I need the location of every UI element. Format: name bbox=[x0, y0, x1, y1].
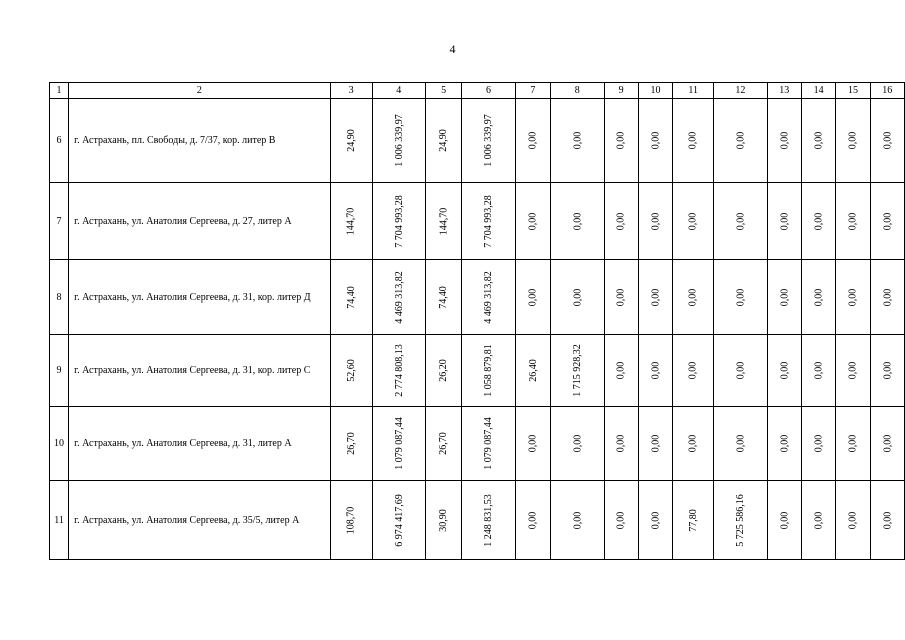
page-number: 4 bbox=[449, 42, 456, 56]
cell-value: 0,00 bbox=[615, 361, 627, 380]
value-cell bbox=[330, 99, 372, 183]
value-cell bbox=[551, 99, 605, 183]
cell-value: 0,00 bbox=[881, 511, 893, 529]
cell-value: 0,00 bbox=[650, 288, 661, 306]
cell-value: 0,00 bbox=[571, 511, 583, 529]
value-cell bbox=[673, 99, 714, 183]
cell-value: 0,00 bbox=[687, 361, 699, 380]
value-cell bbox=[714, 481, 768, 560]
value-cell bbox=[673, 335, 714, 407]
value-cell bbox=[372, 183, 426, 260]
value-cell bbox=[330, 407, 372, 481]
row-number: 6 bbox=[50, 99, 69, 183]
value-cell bbox=[551, 183, 605, 260]
value-cell bbox=[870, 183, 904, 260]
column-header: 3 bbox=[330, 83, 372, 99]
value-cell bbox=[330, 260, 372, 335]
cell-value: 26,70 bbox=[345, 432, 357, 455]
value-cell bbox=[801, 183, 835, 260]
value-cell bbox=[515, 481, 550, 560]
value-cell bbox=[372, 260, 426, 335]
column-header: 1 bbox=[50, 83, 69, 99]
value-cell bbox=[767, 183, 801, 260]
table-row bbox=[50, 99, 905, 183]
cell-value: 0,00 bbox=[813, 212, 825, 230]
column-header: 7 bbox=[515, 83, 550, 99]
column-header: 13 bbox=[767, 83, 801, 99]
cell-value: 0,00 bbox=[881, 361, 893, 380]
value-cell bbox=[462, 335, 516, 407]
cell-value: 0,00 bbox=[813, 131, 825, 150]
cell-value: 0,00 bbox=[813, 511, 825, 529]
column-header: 2 bbox=[69, 83, 331, 99]
column-header: 15 bbox=[836, 83, 870, 99]
value-cell bbox=[836, 335, 870, 407]
cell-value: 1 006 339,97 bbox=[483, 114, 494, 167]
value-cell bbox=[870, 407, 904, 481]
value-cell bbox=[372, 335, 426, 407]
cell-value: 7 704 993,28 bbox=[393, 194, 405, 248]
cell-value: 4 469 313,82 bbox=[483, 270, 494, 324]
cell-value: 0,00 bbox=[734, 434, 746, 453]
cell-value: 2 774 808,13 bbox=[393, 344, 405, 397]
value-cell bbox=[330, 335, 372, 407]
value-cell bbox=[604, 481, 638, 560]
column-header: 14 bbox=[801, 83, 835, 99]
value-cell bbox=[551, 407, 605, 481]
address-cell: г. Астрахань, ул. Анатолия Сергеева, д. 31, кор. литер Д bbox=[69, 260, 331, 335]
value-cell bbox=[426, 260, 462, 335]
value-cell bbox=[836, 481, 870, 560]
cell-value: 0,00 bbox=[734, 131, 746, 150]
table-row bbox=[50, 407, 905, 481]
cell-value: 0,00 bbox=[734, 212, 746, 230]
value-cell bbox=[551, 335, 605, 407]
value-cell bbox=[714, 260, 768, 335]
value-cell bbox=[836, 183, 870, 260]
cell-value: 74,40 bbox=[438, 285, 450, 309]
value-cell bbox=[515, 260, 550, 335]
cell-value: 0,00 bbox=[881, 434, 893, 453]
cell-value: 0,00 bbox=[881, 212, 893, 230]
header-row bbox=[50, 83, 905, 99]
cell-value: 5 725 586,16 bbox=[734, 493, 746, 547]
cell-value: 0,00 bbox=[778, 288, 790, 306]
cell-value: 0,00 bbox=[847, 288, 859, 306]
cell-value: 0,00 bbox=[527, 212, 539, 230]
value-cell bbox=[673, 481, 714, 560]
cell-value: 0,00 bbox=[847, 511, 859, 529]
table-row bbox=[50, 260, 905, 335]
value-cell bbox=[515, 335, 550, 407]
cell-value: 0,00 bbox=[650, 434, 661, 453]
cell-value: 0,00 bbox=[615, 511, 627, 529]
cell-value: 0,00 bbox=[650, 361, 661, 380]
cell-value: 4 469 313,82 bbox=[393, 270, 405, 324]
row-number: 11 bbox=[50, 481, 69, 560]
cell-value: 6 974 417,69 bbox=[393, 493, 405, 547]
value-cell bbox=[462, 260, 516, 335]
cell-value: 0,00 bbox=[687, 212, 699, 230]
cell-value: 1 079 087,44 bbox=[393, 417, 405, 470]
value-cell bbox=[426, 183, 462, 260]
cell-value: 0,00 bbox=[571, 212, 583, 230]
table-row bbox=[50, 481, 905, 560]
column-header: 10 bbox=[638, 83, 672, 99]
value-cell bbox=[462, 407, 516, 481]
value-cell bbox=[330, 183, 372, 260]
table-row bbox=[50, 183, 905, 260]
value-cell bbox=[714, 407, 768, 481]
value-cell bbox=[515, 183, 550, 260]
row-number: 8 bbox=[50, 260, 69, 335]
value-cell bbox=[870, 481, 904, 560]
value-cell bbox=[767, 481, 801, 560]
cell-value: 0,00 bbox=[527, 131, 539, 150]
cell-value: 24,90 bbox=[345, 129, 357, 152]
cell-value: 0,00 bbox=[778, 511, 790, 529]
value-cell bbox=[462, 99, 516, 183]
data-table bbox=[49, 82, 905, 560]
column-header: 4 bbox=[372, 83, 426, 99]
value-cell bbox=[714, 335, 768, 407]
cell-value: 7 704 993,28 bbox=[483, 194, 494, 248]
value-cell bbox=[638, 183, 672, 260]
value-cell bbox=[870, 335, 904, 407]
value-cell bbox=[426, 99, 462, 183]
cell-value: 1 079 087,44 bbox=[483, 417, 494, 470]
cell-value: 0,00 bbox=[813, 434, 825, 453]
cell-value: 0,00 bbox=[734, 288, 746, 306]
value-cell bbox=[801, 407, 835, 481]
value-cell bbox=[515, 407, 550, 481]
cell-value: 1 715 928,32 bbox=[571, 344, 583, 397]
value-cell bbox=[801, 335, 835, 407]
cell-value: 0,00 bbox=[650, 131, 661, 150]
cell-value: 144,70 bbox=[345, 207, 357, 235]
value-cell bbox=[551, 260, 605, 335]
value-cell bbox=[638, 335, 672, 407]
cell-value: 0,00 bbox=[650, 212, 661, 230]
value-cell bbox=[836, 99, 870, 183]
value-cell bbox=[714, 99, 768, 183]
cell-value: 108,70 bbox=[345, 506, 357, 534]
column-header: 6 bbox=[462, 83, 516, 99]
address-cell: г. Астрахань, ул. Анатолия Сергеева, д. 35/5, литер А bbox=[69, 481, 331, 560]
table-row bbox=[50, 335, 905, 407]
value-cell bbox=[604, 335, 638, 407]
cell-value: 0,00 bbox=[527, 434, 539, 453]
value-cell bbox=[604, 99, 638, 183]
value-cell bbox=[714, 183, 768, 260]
cell-value: 26,40 bbox=[527, 359, 539, 382]
column-header: 8 bbox=[551, 83, 605, 99]
value-cell bbox=[767, 407, 801, 481]
value-cell bbox=[551, 481, 605, 560]
value-cell bbox=[372, 481, 426, 560]
value-cell bbox=[604, 407, 638, 481]
value-cell bbox=[870, 99, 904, 183]
value-cell bbox=[638, 260, 672, 335]
cell-value: 0,00 bbox=[734, 361, 746, 380]
value-cell bbox=[767, 335, 801, 407]
cell-value: 0,00 bbox=[813, 288, 825, 306]
value-cell bbox=[426, 407, 462, 481]
value-cell bbox=[801, 260, 835, 335]
row-number: 9 bbox=[50, 335, 69, 407]
cell-value: 0,00 bbox=[813, 361, 825, 380]
cell-value: 0,00 bbox=[847, 361, 859, 380]
column-header: 9 bbox=[604, 83, 638, 99]
cell-value: 74,40 bbox=[345, 285, 357, 309]
cell-value: 26,20 bbox=[438, 359, 450, 382]
column-header: 12 bbox=[714, 83, 768, 99]
cell-value: 0,00 bbox=[527, 288, 539, 306]
row-number: 7 bbox=[50, 183, 69, 260]
cell-value: 0,00 bbox=[615, 212, 627, 230]
cell-value: 0,00 bbox=[778, 434, 790, 453]
cell-value: 0,00 bbox=[881, 288, 893, 306]
cell-value: 0,00 bbox=[881, 131, 893, 150]
cell-value: 0,00 bbox=[527, 511, 539, 529]
address-cell: г. Астрахань, ул. Анатолия Сергеева, д. 31, кор. литер С bbox=[69, 335, 331, 407]
cell-value: 26,70 bbox=[438, 432, 450, 455]
cell-value: 0,00 bbox=[687, 288, 699, 306]
cell-value: 0,00 bbox=[778, 361, 790, 380]
cell-value: 1 058 879,81 bbox=[483, 344, 494, 397]
value-cell bbox=[330, 481, 372, 560]
address-cell: г. Астрахань, пл. Свободы, д. 7/37, кор. литер В bbox=[69, 99, 331, 183]
cell-value: 144,70 bbox=[438, 207, 450, 235]
value-cell bbox=[673, 260, 714, 335]
value-cell bbox=[673, 407, 714, 481]
cell-value: 1 006 339,97 bbox=[393, 114, 405, 167]
value-cell bbox=[836, 407, 870, 481]
column-header: 11 bbox=[673, 83, 714, 99]
cell-value: 52,60 bbox=[345, 359, 357, 382]
cell-value: 0,00 bbox=[778, 212, 790, 230]
value-cell bbox=[462, 481, 516, 560]
cell-value: 0,00 bbox=[778, 131, 790, 150]
cell-value: 0,00 bbox=[847, 212, 859, 230]
cell-value: 30,90 bbox=[438, 508, 450, 532]
cell-value: 0,00 bbox=[847, 434, 859, 453]
value-cell bbox=[462, 183, 516, 260]
value-cell bbox=[515, 99, 550, 183]
value-cell bbox=[638, 99, 672, 183]
column-header: 16 bbox=[870, 83, 904, 99]
cell-value: 0,00 bbox=[571, 288, 583, 306]
value-cell bbox=[372, 407, 426, 481]
cell-value: 0,00 bbox=[571, 434, 583, 453]
cell-value: 0,00 bbox=[615, 434, 627, 453]
value-cell bbox=[638, 481, 672, 560]
cell-value: 0,00 bbox=[650, 511, 661, 529]
cell-value: 77,80 bbox=[687, 508, 699, 532]
value-cell bbox=[426, 335, 462, 407]
cell-value: 0,00 bbox=[687, 131, 699, 150]
cell-value: 24,90 bbox=[438, 129, 450, 152]
address-cell: г. Астрахань, ул. Анатолия Сергеева, д. 27, литер А bbox=[69, 183, 331, 260]
cell-value: 0,00 bbox=[687, 434, 699, 453]
value-cell bbox=[604, 183, 638, 260]
value-cell bbox=[836, 260, 870, 335]
value-cell bbox=[767, 99, 801, 183]
column-header: 5 bbox=[426, 83, 462, 99]
cell-value: 0,00 bbox=[615, 288, 627, 306]
value-cell bbox=[372, 99, 426, 183]
value-cell bbox=[604, 260, 638, 335]
row-number: 10 bbox=[50, 407, 69, 481]
cell-value: 0,00 bbox=[615, 131, 627, 150]
cell-value: 0,00 bbox=[571, 131, 583, 150]
address-cell: г. Астрахань, ул. Анатолия Сергеева, д. 31, литер А bbox=[69, 407, 331, 481]
cell-value: 1 248 831,53 bbox=[483, 493, 494, 547]
value-cell bbox=[801, 481, 835, 560]
value-cell bbox=[801, 99, 835, 183]
value-cell bbox=[870, 260, 904, 335]
value-cell bbox=[638, 407, 672, 481]
cell-value: 0,00 bbox=[847, 131, 859, 150]
value-cell bbox=[673, 183, 714, 260]
value-cell bbox=[767, 260, 801, 335]
value-cell bbox=[426, 481, 462, 560]
